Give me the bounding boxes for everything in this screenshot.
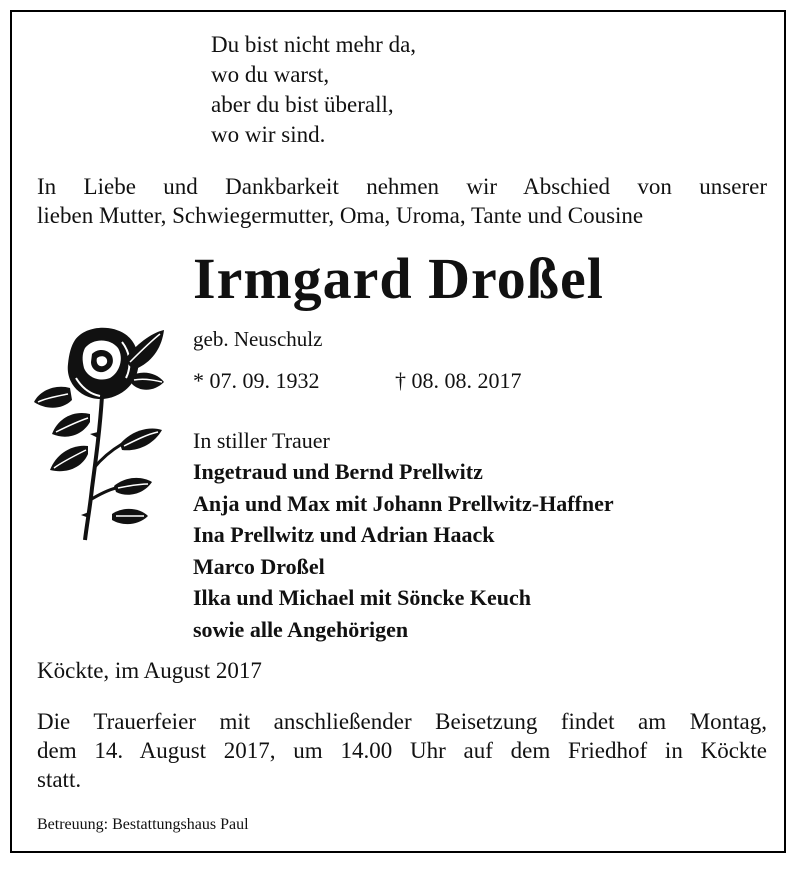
- poem-line: Du bist nicht mehr da,: [211, 32, 417, 57]
- mourner-name: Ilka und Michael mit Söncke Keuch: [193, 585, 531, 610]
- mourner-name: Anja und Max mit Johann Prellwitz-Haffner: [193, 490, 614, 516]
- poem-line: aber du bist überall,: [211, 92, 394, 117]
- poem: [211, 30, 416, 150]
- death-date: † 08. 08. 2017: [395, 368, 522, 393]
- deceased-name: Irmgard Droßel: [193, 246, 604, 311]
- intro-line: In Liebe und Dankbarkeit nehmen wir Abschied von unserer: [37, 174, 767, 199]
- ceremony-line: statt.: [37, 767, 82, 792]
- ceremony-text: [37, 707, 767, 794]
- birth-date: * 07. 09. 1932: [193, 368, 320, 393]
- place-date: Köckte, im August 2017: [37, 658, 262, 683]
- mourning-lead: In stiller Trauer: [193, 428, 330, 453]
- life-dates: [193, 366, 522, 396]
- ceremony-line: Die Trauerfeier mit anschließender Beisetzung findet am Montag,: [37, 709, 767, 734]
- rose-icon: [30, 318, 175, 543]
- mourner-name: Ina Prellwitz und Adrian Haack: [193, 522, 495, 547]
- mourner-name: Ingetraud und Bernd Prellwitz: [193, 459, 483, 484]
- mourner-name: Marco Droßel: [193, 553, 325, 579]
- intro-text: [37, 172, 767, 230]
- poem-line: wo wir sind.: [211, 122, 326, 147]
- mourner-name: sowie alle Angehörigen: [193, 616, 409, 642]
- birth-name: geb. Neuschulz: [193, 327, 323, 351]
- poem-line: wo du warst,: [211, 62, 330, 87]
- undertaker-note: Betreuung: Bestattungshaus Paul: [37, 816, 249, 833]
- mourners-list: [193, 426, 614, 645]
- ceremony-line: dem 14. August 2017, um 14.00 Uhr auf dem Friedhof in Köckte: [37, 738, 767, 763]
- intro-line: lieben Mutter, Schwiegermutter, Oma, Uroma, Tante und Cousine: [37, 203, 644, 228]
